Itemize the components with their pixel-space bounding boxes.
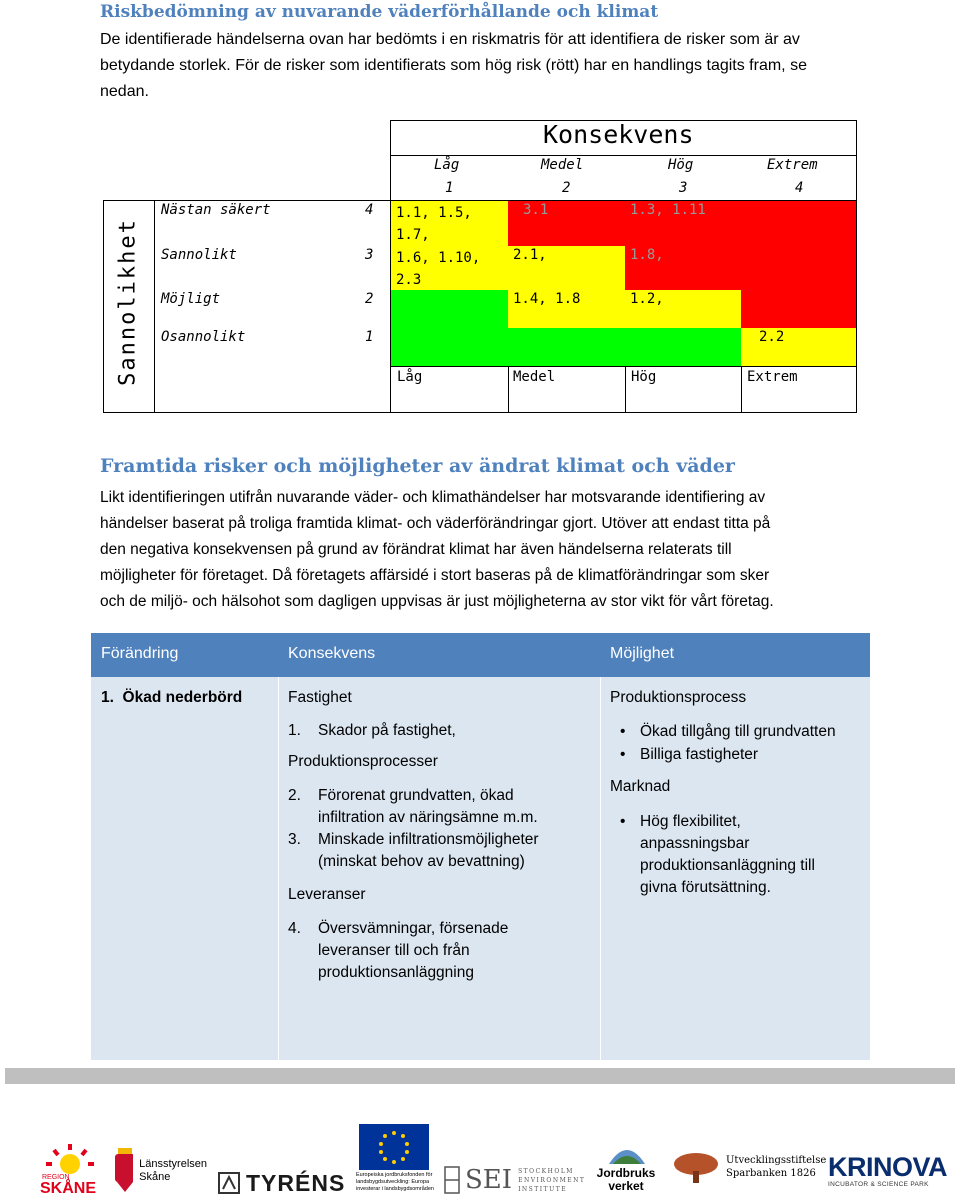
likelihood-axis-title: Sannolikhet (115, 218, 141, 386)
region-skane-logo: REGION SKÅNE (40, 1142, 100, 1198)
footer-divider (5, 1068, 955, 1084)
table-header (91, 633, 870, 677)
cons-heading-production: Produktionsprocesser (288, 753, 438, 770)
col-number-3: 3 (679, 180, 688, 196)
cons-heading-deliveries: Leveranser (288, 886, 366, 903)
cell-text-3-2: 2.1, (513, 247, 547, 263)
tyrens-logo: TYRÉNS (218, 1170, 345, 1196)
row-label-1: Osannolikt (161, 329, 246, 345)
eu-flag-logo: Europeiska jordbruksfonden för landsbygdsutveckling: Europa investerar i landsbygdsområden (356, 1124, 451, 1198)
opp-heading-production: Produktionsprocess (610, 689, 747, 706)
sei-logo: SEI STOCKHOLM ENVIRONMENT INSTITUTE (443, 1164, 585, 1196)
change-label: 1. Ökad nederbörd (101, 689, 243, 706)
crest-icon (112, 1148, 133, 1194)
jordbruksverket-mark-icon (607, 1142, 647, 1166)
header-change: Förändring (101, 645, 179, 662)
col-label-1: Låg (434, 157, 460, 173)
opp-heading-market: Marknad (610, 778, 671, 795)
header-consequence: Konsekvens (288, 645, 376, 662)
sei-mark-icon (443, 1165, 461, 1195)
risk-paragraph: De identifierade händelserna ovan har bedömts i en riskmatris för att identifiera de risker som är av betydande storlek. För de risker som identifierats som hög risk (rött) har en handlings tagits fram, se nedan. (100, 31, 807, 100)
eu-flag-icon (359, 1124, 429, 1170)
jordbruksverket-logo: Jordbruks verket (593, 1142, 663, 1196)
cell-text-4-3: 1.3, 1.11 (630, 202, 706, 218)
consequence-title: Konsekvens (543, 120, 694, 149)
krinova-logo: KRINOVA INCUBATOR & SCIENCE PARK (828, 1152, 948, 1188)
section-title-future: Framtida risker och möjligheter av ändrat klimat och väder (100, 455, 735, 477)
row-label-3: Sannolikt (161, 247, 237, 263)
row-number-1: 1 (365, 329, 374, 345)
row-label-2: Möjligt (161, 291, 221, 307)
row-number-2: 2 (365, 291, 374, 307)
row-label-4: Nästan säkert (161, 202, 271, 218)
row-number-4: 4 (365, 202, 374, 218)
bottom-label-4: Extrem (747, 369, 798, 385)
col-label-3: Hög (668, 157, 694, 173)
col-number-1: 1 (445, 180, 454, 196)
col-label-2: Medel (541, 157, 584, 173)
matrix-cell-1-3 (625, 328, 741, 366)
cons-item-1: 1. Skador på fastighet, (288, 722, 456, 739)
cell-text-2-2: 1.4, 1.8 (513, 291, 581, 307)
sparbanken-logo: Utvecklingsstiftelse Sparbanken 1826 (672, 1150, 826, 1184)
header-opportunity: Möjlighet (610, 645, 675, 662)
table-body (91, 677, 870, 1060)
matrix-cell-4-4 (741, 201, 857, 246)
bottom-label-1: Låg (397, 369, 423, 385)
opp-bullet-1: • Ökad tillgång till grundvatten (620, 723, 836, 740)
matrix-cell-1-2 (508, 328, 625, 366)
row-number-3: 3 (365, 247, 374, 263)
cons-item-2: 2. Förorenat grundvatten, ökad infiltration av näringsämne m.m. (288, 787, 538, 826)
section-title-risk: Riskbedömning av nuvarande väderförhållande och klimat (100, 2, 659, 22)
col-number-2: 2 (562, 180, 571, 196)
cons-heading-property: Fastighet (288, 689, 352, 706)
matrix-cell-1-1 (390, 328, 508, 366)
opp-bullet-3: • Hög flexibilitet, anpassningsbar produktionsanläggning till givna förutsättning. (620, 813, 815, 896)
cons-item-3: 3. Minskade infiltrationsmöjligheter (minskat behov av bevattning) (288, 831, 539, 870)
opp-bullet-2: • Billiga fastigheter (620, 746, 759, 763)
lansstyrelsen-logo: Länsstyrelsen Skåne (112, 1148, 207, 1194)
matrix-cell-2-1 (390, 290, 508, 328)
cell-text-4-1: 1.1, 1.5, 1.7, (396, 205, 472, 243)
matrix-cell-3-4 (741, 246, 857, 290)
future-paragraph: Likt identifieringen utifrån nuvarande väder- och klimathändelser har motsvarande identifiering av händelser baserat på troliga framtida klimat- och väderförändringar gjort. Utöver att endast titta på den negativa konsekvensen på grund av förändrat klimat har även händelserna relaterats till möjligheter för företaget. Då företagets affärsidé i stort baseras på de klimatförändringar som sker och de miljö- och hälsohot som dagligen uppvisas är just möjligheterna av stor vikt för vårt företag. (100, 489, 774, 610)
cell-text-4-2: 3.1 (523, 202, 549, 218)
consequence-column (288, 677, 593, 1060)
sun-icon (40, 1142, 100, 1178)
cell-text-2-3: 1.2, (630, 291, 664, 307)
cell-text-3-1: 1.6, 1.10, 2.3 (396, 250, 481, 288)
cell-text-1-4: 2.2 (759, 329, 785, 345)
bottom-label-2: Medel (513, 369, 556, 385)
matrix-cell-2-4 (741, 290, 857, 328)
col-number-4: 4 (795, 180, 804, 196)
col-label-4: Extrem (767, 157, 818, 173)
cons-item-4: 4. Översvämningar, försenade leveranser till och från produktionsanläggning (288, 920, 509, 981)
opportunity-column (610, 677, 865, 1060)
tree-icon (672, 1151, 720, 1183)
cell-text-3-3: 1.8, (630, 247, 664, 263)
bottom-label-3: Hög (631, 369, 657, 385)
tyrens-mark-icon (218, 1172, 240, 1194)
